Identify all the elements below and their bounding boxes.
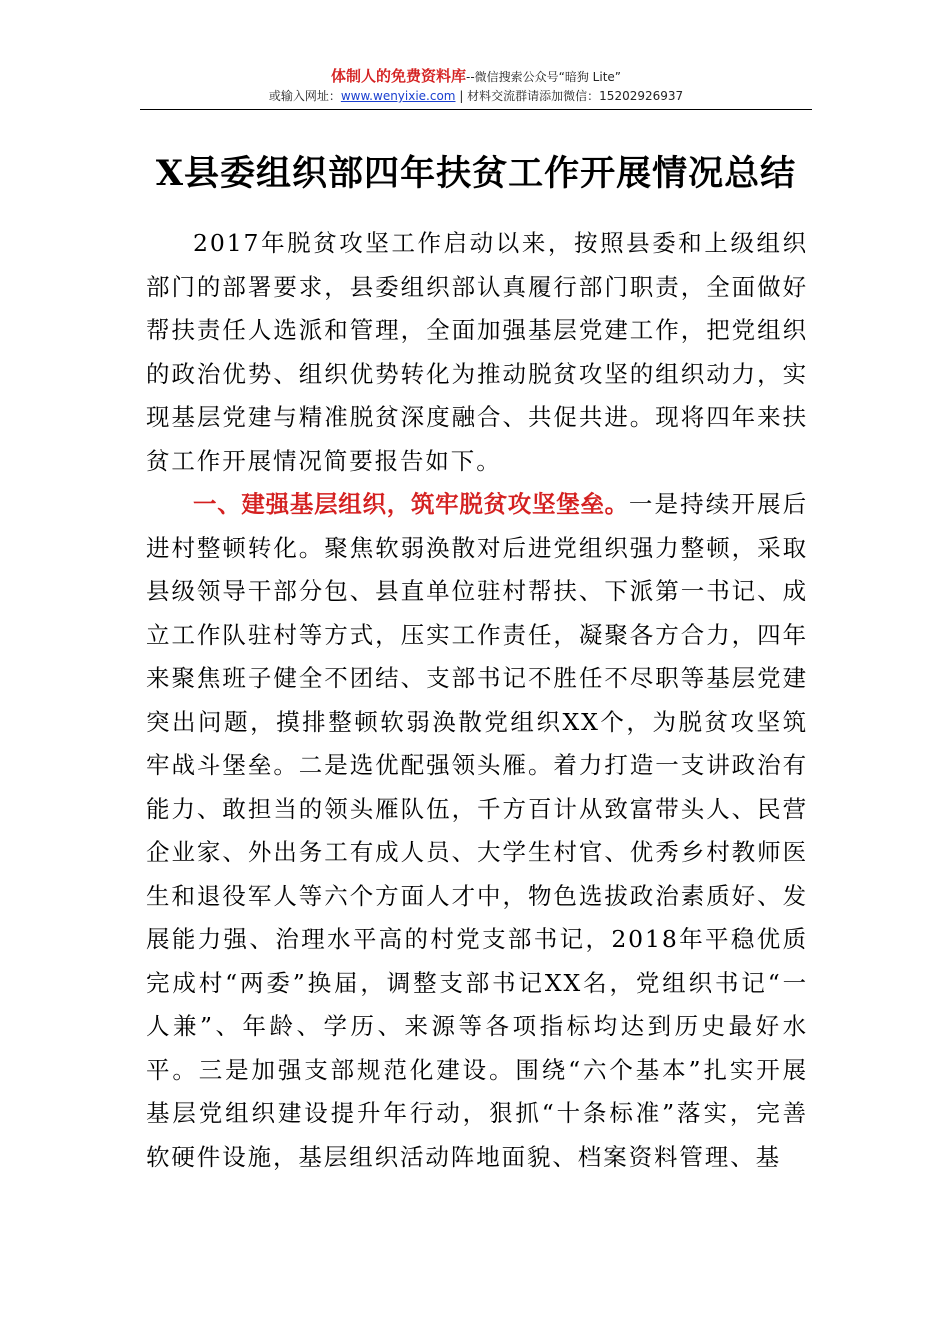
header-contact-line	[140, 87, 812, 105]
section-1-heading: 一、建强基层组织，筑牢脱贫攻坚堡垒。	[193, 490, 629, 518]
wechat-tagline: --微信搜索公众号“暗狗 Lite”	[465, 70, 622, 84]
intro-paragraph: 2017年脱贫攻坚工作启动以来，按照县委和上级组织部门的部署要求，县委组织部认真履行部门职责，全面做好帮扶责任人选派和管理，全面加强基层党建工作，把党组织的政治优势、组织优势转化为推动脱贫攻坚的组织动力，实现基层党建与精准脱贫深度融合、共促共进。现将四年来扶贫工作开展情况简要报告如下。	[146, 229, 808, 475]
document-title: X县委组织部四年扶贫工作开展情况总结	[155, 153, 797, 194]
header-divider	[140, 109, 812, 110]
watermark-header	[140, 66, 812, 105]
url-prefix: 或输入网址：	[268, 89, 341, 103]
header-promo-line	[140, 66, 812, 87]
document-body	[146, 222, 808, 1179]
contact-info: | 材料交流群请添加微信：15202926937	[455, 89, 684, 103]
brand-name: 体制人的免费资料库	[330, 67, 466, 85]
section-1-paragraph	[146, 483, 808, 1179]
website-link[interactable]: www.wenyixie.com	[340, 89, 456, 103]
section-1-body: 一是持续开展后进村整顿转化。聚焦软弱涣散对后进党组织强力整顿，采取县级领导干部分包、县直单位驻村帮扶、下派第一书记、成立工作队驻村等方式，压实工作责任，凝聚各方合力，四年来聚焦班子健全不团结、支部书记不胜任不尽职等基层党建突出问题，摸排整顿软弱涣散党组织XX个，为脱贫攻坚筑牢战斗堡垒。二是选优配强领头雁。着力打造一支讲政治有能力、敢担当的领头雁队伍，千方百计从致富带头人、民营企业家、外出务工有成人员、大学生村官、优秀乡村教师医生和退役军人等六个方面人才中，物色选拔政治素质好、发展能力强、治理水平高的村党支部书记，2018年平稳优质完成村“两委”换届，调整支部书记XX名，党组织书记“一人兼”、年龄、学历、来源等各项指标均达到历史最好水平。三是加强支部规范化建设。围绕“六个基本”扎实开展基层党组织建设提升年行动，狠抓“十条标准”落实，完善软硬件设施，基层组织活动阵地面貌、档案资料管理、基	[146, 490, 808, 1171]
